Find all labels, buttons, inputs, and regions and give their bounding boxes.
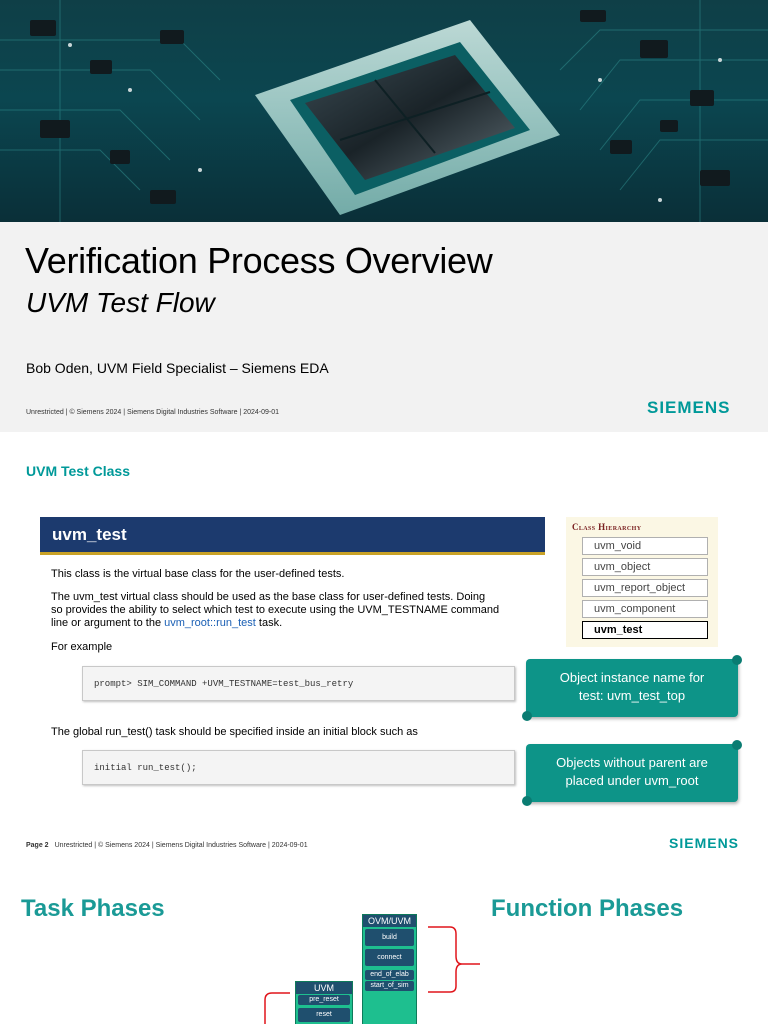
- siemens-logo: SIEMENS: [647, 398, 731, 417]
- doc-global-text: The global run_test() task should be specified inside an initial block such as: [51, 726, 418, 738]
- column-header: UVM: [296, 982, 352, 994]
- slide-footer: [26, 842, 308, 849]
- uvm-test-class-slide: [0, 432, 768, 864]
- doc-paragraph-line: so provides the ability to select which test to execute using the UVM_TESTNAME command: [51, 604, 500, 616]
- hierarchy-item-uvm-test[interactable]: uvm_test: [582, 621, 708, 639]
- doc-paragraph-line: [51, 617, 282, 630]
- function-phases-title: Function Phases: [491, 895, 684, 922]
- page-number: Page 2: [26, 842, 49, 849]
- phase-start-of-sim: start_of_sim: [365, 981, 414, 991]
- phase-end-of-elab: end_of_elab: [365, 970, 414, 980]
- hierarchy-item-uvm-object[interactable]: uvm_object: [582, 558, 708, 576]
- siemens-logo: SIEMENS: [669, 835, 740, 851]
- callout-no-parent: [526, 744, 738, 802]
- phase-connect: connect: [365, 949, 414, 966]
- doc-text-segment: task.: [255, 617, 283, 629]
- slide-title: UVM Test Class: [26, 463, 130, 479]
- doc-intro-text: This class is the virtual base class for the user-defined tests.: [51, 568, 345, 580]
- class-hierarchy-panel: [566, 517, 718, 647]
- doc-class-name: uvm_test: [52, 525, 127, 544]
- callout-line: placed under uvm_root: [565, 773, 699, 788]
- callout-line: Objects without parent are: [556, 755, 708, 770]
- doc-text-segment: line or argument to the: [51, 617, 165, 629]
- for-example-label: For example: [51, 641, 113, 653]
- hierarchy-item-uvm-component[interactable]: uvm_component: [582, 600, 708, 618]
- class-hierarchy-title: Class Hierarchy: [572, 522, 642, 532]
- column-header: OVM/UVM: [363, 915, 416, 927]
- callout-line: test: uvm_test_top: [578, 688, 686, 703]
- doc-class-header: [40, 517, 545, 555]
- run-test-link[interactable]: uvm_root::run_test: [164, 617, 256, 629]
- footer-text: Unrestricted | © Siemens 2024 | Siemens Digital Industries Software | 2024-09-01: [54, 842, 308, 849]
- doc-paragraph-line: The uvm_test virtual class should be used as the base class for user-defined tests. Doing: [51, 591, 486, 603]
- author-line: Bob Oden, UVM Field Specialist – Siemens EDA: [26, 360, 329, 376]
- hero-image-circuit-board: [0, 0, 768, 222]
- title-slide: [0, 0, 768, 432]
- callout-instance-name: [526, 659, 738, 717]
- task-phases-bracket: [265, 993, 290, 1024]
- phase-build: build: [365, 929, 414, 946]
- circuit-board-illustration: [0, 0, 768, 222]
- phase-reset: reset: [298, 1008, 350, 1022]
- slide-footer: Unrestricted | © Siemens 2024 | Siemens Digital Industries Software | 2024-09-01: [26, 409, 280, 416]
- presentation-subtitle: UVM Test Flow: [26, 287, 215, 318]
- hierarchy-item-uvm-void[interactable]: uvm_void: [582, 537, 708, 555]
- code-example-box: [82, 750, 515, 785]
- code-example-text: prompt> SIM_COMMAND +UVM_TESTNAME=test_bus_retry: [94, 679, 354, 689]
- task-phases-title: Task Phases: [21, 895, 165, 922]
- presentation-title: Verification Process Overview: [25, 240, 493, 281]
- phases-slide: [0, 864, 768, 1024]
- code-example-box: [82, 666, 515, 701]
- callout-line: Object instance name for: [559, 670, 705, 685]
- phase-pre-reset: pre_reset: [298, 995, 350, 1005]
- code-example-text: initial run_test();: [94, 763, 197, 773]
- function-phases-bracket: [428, 927, 480, 992]
- phase-brackets: [0, 864, 768, 1024]
- hierarchy-item-uvm-report-object[interactable]: uvm_report_object: [582, 579, 708, 597]
